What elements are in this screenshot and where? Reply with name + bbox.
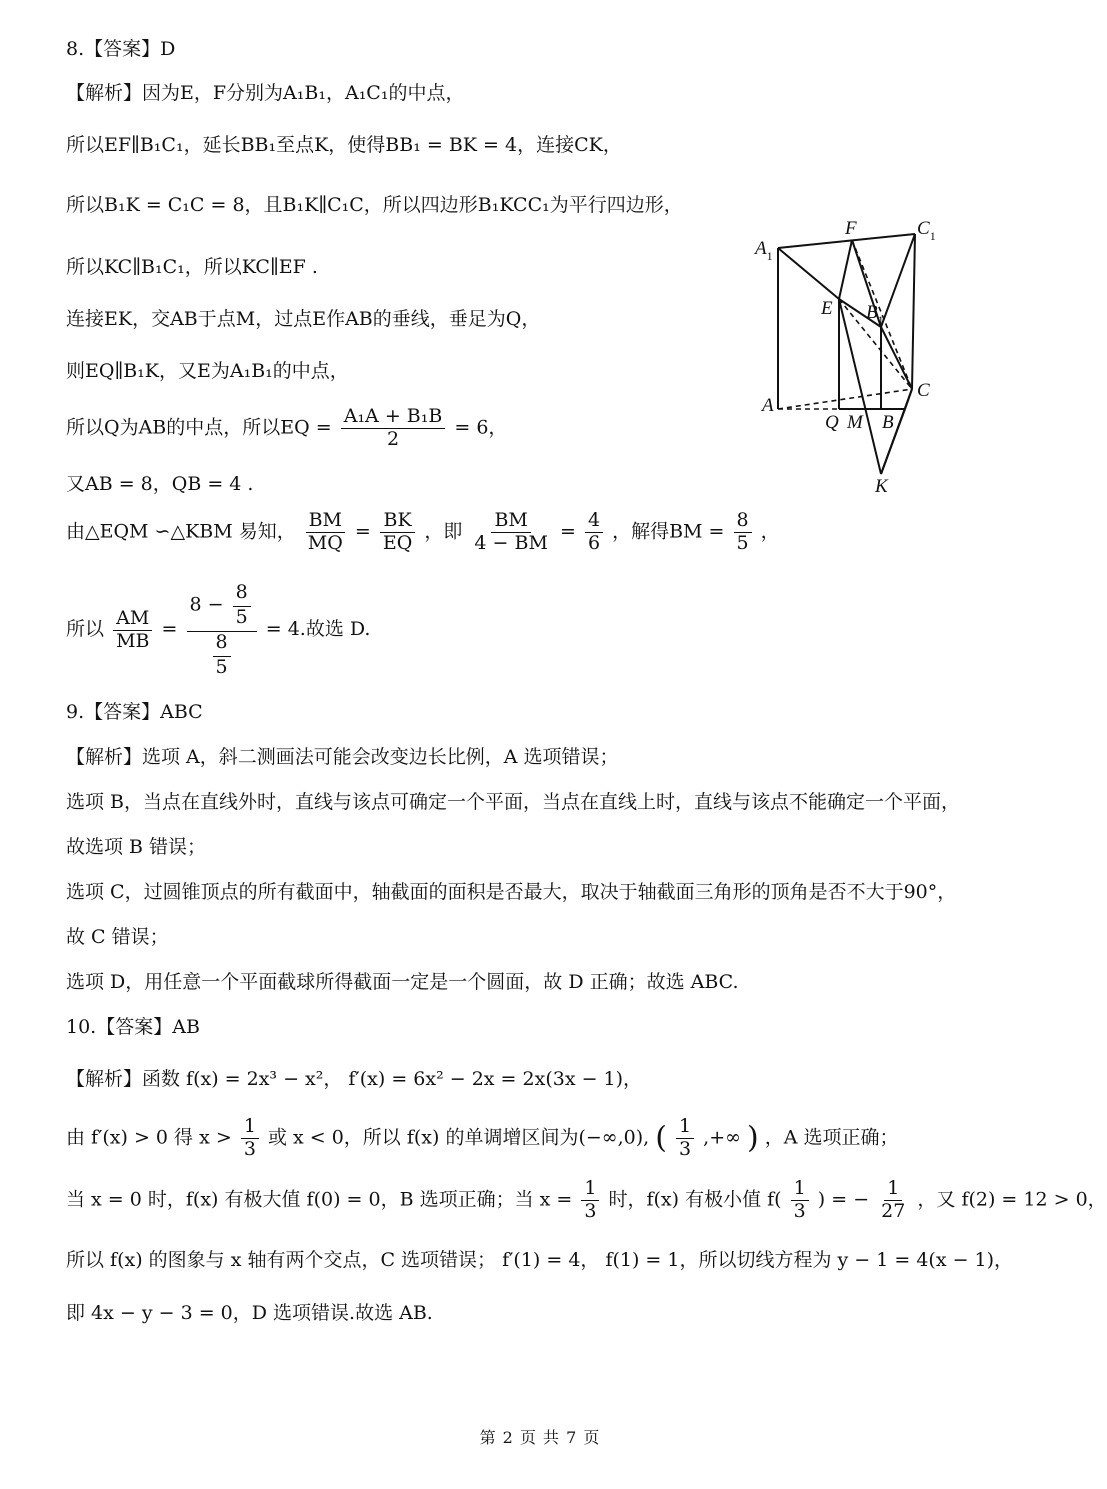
one-third-fraction: [676, 1116, 694, 1161]
bk-eq-numerator: BK: [380, 510, 414, 533]
bm-mq-numerator: BM: [306, 510, 345, 533]
q10-line2-end: ，A 选项正确；: [764, 1126, 899, 1149]
q8-line9-mid: ，即: [424, 520, 463, 543]
q8-analysis-line-5: 连接EK，交AB于点M，过点E作AB的垂线，垂足为Q，: [66, 308, 541, 330]
left-paren: (: [655, 1120, 667, 1156]
inner-fraction: [213, 632, 231, 679]
q9-analysis-line-4: 选项 C，过圆锥顶点的所有截面中，轴截面的面积是否最大，取决于轴截面三角形的顶角是否不大于90°，: [66, 881, 957, 903]
q10-answer-header: 10.【答案】AB: [66, 1016, 200, 1038]
edge-f-e: [839, 240, 852, 299]
q8-line9-end: ，: [760, 520, 780, 543]
q10-line3-text: 当 x = 0 时，f(x) 有极大值 f(0) = 0，B 选项正确；当 x =: [66, 1188, 573, 1211]
q8-line9-mid2: ，解得BM =: [612, 520, 725, 543]
am-mb-numerator: AM: [113, 608, 152, 631]
inner-numerator: 8: [233, 582, 251, 607]
q8-line7-result: = 6，: [454, 416, 508, 439]
label-c: C: [917, 380, 930, 401]
edge-a-c-dashed: [778, 389, 912, 409]
label-k: K: [875, 476, 888, 497]
q10-line3-mid: 时，f(x) 有极小值 f(: [608, 1188, 782, 1211]
one-27th-fraction: [878, 1178, 908, 1223]
one-third-fraction: [581, 1178, 599, 1223]
label-m: M: [847, 412, 863, 433]
eight-fifths-fraction: [734, 510, 752, 555]
inner-numerator: 8: [213, 632, 231, 657]
bm-ratio-fraction: [471, 510, 551, 555]
equals-sign: =: [354, 520, 371, 543]
bm-ratio-numerator: BM: [491, 510, 530, 533]
one-third-numerator: 1: [676, 1116, 694, 1139]
q10-line2-mid: 或 x < 0，所以 f(x) 的单调增区间为(−∞,0),: [267, 1126, 650, 1149]
q8-analysis-line-9: [66, 510, 780, 555]
one-third-numerator: 1: [791, 1178, 809, 1201]
q8-line10-text: 所以: [66, 618, 105, 641]
q8-answer-header: 8.【答案】D: [66, 38, 176, 60]
q9-analysis-line-3: 故选项 B 错误；: [66, 836, 207, 858]
bk-eq-denominator: EQ: [382, 531, 413, 554]
edge-c1-c: [912, 234, 915, 389]
one-third-fraction: [791, 1178, 809, 1223]
bk-eq-fraction: [380, 510, 415, 555]
q8-analysis-line-6: 则EQ∥B₁K，又E为A₁B₁的中点，: [66, 360, 349, 382]
eq-fraction-denominator: 2: [386, 427, 400, 450]
eight-fifths-numerator: 8: [734, 510, 752, 533]
inner-fraction: [233, 582, 251, 629]
q8-analysis-line-3: 所以B₁K = C₁C = 8，且B₁K∥C₁C，所以四边形B₁KCC₁为平行四边形，: [66, 194, 683, 216]
q8-line10-conclusion: = 4.故选 D.: [265, 618, 371, 641]
q8-analysis-line-10: [66, 582, 370, 678]
q9-analysis-line-6: 选项 D，用任意一个平面截球所得截面一定是一个圆面，故 D 正确；故选 ABC.: [66, 971, 739, 993]
q10-analysis-line-5: 即 4x − y − 3 = 0，D 选项错误.故选 AB.: [66, 1302, 433, 1324]
one-27th-numerator: 1: [884, 1178, 902, 1201]
eq-fraction: [341, 406, 446, 451]
prism-geometry-figure: [745, 212, 945, 497]
one-third-denominator: 3: [793, 1199, 806, 1222]
q10-line3-end: ，又 f(2) = 12 > 0，: [917, 1188, 1107, 1211]
compound-num-minuend: 8 −: [189, 593, 224, 616]
inner-denominator: 5: [215, 655, 228, 678]
label-a1: $A_1$: [755, 238, 773, 263]
label-a: A: [762, 395, 774, 416]
q9-analysis-line-5: 故 C 错误；: [66, 926, 169, 948]
q8-line9-text: 由△EQM ∽△KBM 易知，: [66, 520, 296, 543]
bm-mq-denominator: MQ: [307, 531, 343, 554]
q8-analysis-line-4: 所以KC∥B₁C₁，所以KC∥EF .: [66, 256, 318, 278]
label-f: F: [845, 218, 857, 239]
figure-solid-edges: [778, 234, 915, 474]
compound-numerator: [187, 582, 257, 632]
one-27th-denominator: 27: [881, 1199, 906, 1222]
q9-answer-header: 9.【答案】ABC: [66, 701, 203, 723]
label-b: B: [882, 412, 894, 433]
plus-infinity: ,+∞: [703, 1126, 741, 1149]
compound-denominator: [207, 632, 237, 679]
bm-mq-fraction: [305, 510, 346, 555]
q8-analysis-line-1: 【解析】因为E，F分别为A₁B₁，A₁C₁的中点，: [66, 82, 465, 104]
q8-analysis-line-8: 又AB = 8，QB = 4 .: [66, 473, 254, 495]
edge-c1-b1: [881, 234, 915, 327]
am-mb-denominator: MB: [116, 629, 150, 652]
page-footer: 第 2 页 共 7 页: [479, 1428, 601, 1447]
inner-denominator: 5: [235, 605, 248, 628]
bm-ratio-denominator: 4 − BM: [474, 531, 548, 554]
label-q: Q: [825, 412, 839, 433]
q10-analysis-line-4: 所以 f(x) 的图象与 x 轴有两个交点，C 选项错误； f′(1) = 4， f(1) = 1，所以切线方程为 y − 1 = 4(x − 1)，: [66, 1249, 1014, 1271]
equals-sign: =: [559, 520, 576, 543]
q10-analysis-line-3: [66, 1178, 1107, 1223]
label-c1: $C_1$: [917, 218, 936, 243]
right-paren: ): [747, 1120, 759, 1156]
equals-sign: =: [161, 618, 178, 641]
one-third-denominator: 3: [679, 1137, 692, 1160]
q9-analysis-line-1: 【解析】选项 A，斜二测画法可能会改变边长比例，A 选项错误；: [66, 746, 619, 768]
four-sixths-fraction: [585, 510, 603, 555]
one-third-denominator: 3: [584, 1199, 597, 1222]
q10-analysis-line-1: 【解析】函数 f(x) = 2x³ − x²， f′(x) = 6x² − 2x = 2x(3x − 1)，: [66, 1068, 643, 1090]
am-mb-fraction: [113, 608, 152, 653]
one-third-denominator: 3: [243, 1137, 256, 1160]
q8-analysis-line-2: 所以EF∥B₁C₁，延长BB₁至点K，使得BB₁ = BK = 4，连接CK，: [66, 134, 622, 156]
one-third-numerator: 1: [241, 1116, 259, 1139]
edge-e-k: [839, 299, 881, 474]
one-third-numerator: 1: [581, 1178, 599, 1201]
eight-fifths-denominator: 5: [736, 531, 749, 554]
compound-fraction: [187, 582, 257, 678]
q10-analysis-line-2: [66, 1116, 899, 1161]
label-b1: $B_1$: [866, 302, 884, 327]
one-third-fraction: [241, 1116, 259, 1161]
q9-analysis-line-2: 选项 B，当点在直线外时，直线与该点可确定一个平面，当点在直线上时，直线与该点不能确定一个平面，: [66, 791, 961, 813]
four-sixths-numerator: 4: [585, 510, 603, 533]
eq-fraction-numerator: A₁A + B₁B: [341, 406, 446, 429]
four-sixths-denominator: 6: [587, 531, 601, 554]
label-e: E: [821, 298, 833, 319]
q10-line3-mid2: ) = −: [817, 1188, 870, 1211]
q8-analysis-line-7: [66, 406, 507, 451]
edge-a1-e: [778, 248, 839, 299]
edge-b1-c: [881, 327, 912, 389]
q10-line2-text: 由 f′(x) > 0 得 x >: [66, 1126, 232, 1149]
q8-line7-text: 所以Q为AB的中点，所以EQ =: [66, 416, 332, 439]
